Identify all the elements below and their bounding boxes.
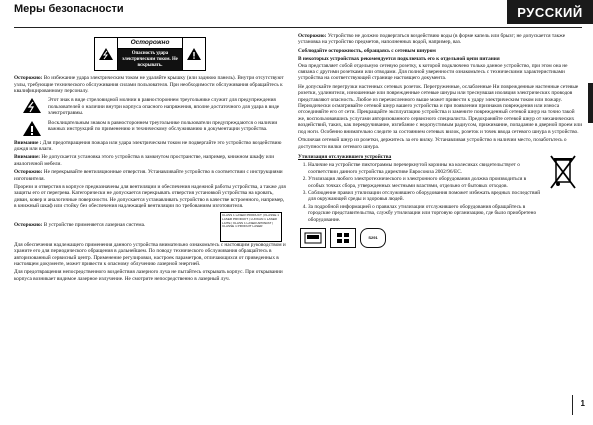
dedicated-circuit-heading: В некоторых устройствах рекомендуется подключать его к отдельной цепи питания (298, 56, 500, 63)
certification-mark (360, 228, 386, 248)
header-rule (14, 27, 582, 28)
outlet-overload-text: Не допускайте перегрузки настенных сетевых розеток. Перегруженные, ослабленные Ни поврежденные настенные сетевые розетки, удлинители, изношенные или поврежденные сетевые шнуры или треснувшая изоляция электрических проводов представляют опасность. Любое из перечисленного выше может привести к удару электрическим током или пожару. Периодически осматривайте сетевой шнур вашего устройства и при появлении признаков повреждения или износа отсоединяйте его от сети. Прекращайте эксплуатацию устройства и замените поврежденный сетевой шнур на точно такой же, воспользовавшись услугами авторизованного сервисного специалиста. Предохраняйте сетевой шнур от механических воздействий, таких, как перекручивание, изгибание с недопустимым радиусом, прижимание, попадание в дверной проем или под ноги. Особенно внимательно следите за состоянием сетевых вилок, розеток и точек ввода сетевого шнура в устройство. (298, 83, 583, 135)
disposal-title: Утилизация отслужившего устройства (298, 153, 392, 160)
crossed-wheelie-bin-icon (548, 154, 578, 190)
laser-section (14, 212, 286, 242)
lightning-triangle-icon (22, 97, 42, 114)
list-item: 1. Наличие на устройстве пиктограммы перечеркнутой корзины на колесиках свидетельствует о соответствии данного устройства директиве Евросоюза 2002/96/ЕС. (308, 162, 543, 175)
caution-label: Осторожно: (14, 75, 43, 82)
lightning-symbol-note (22, 97, 286, 116)
disposal-list (298, 162, 543, 223)
laser-paragraph-1: Для обеспечения надлежащего применения данного устройства внимательно ознакомьтесь с настоящим руководством и храните его для периодического обращения в дальнейшем. По поводу технического обслуживания обращайтесь в авторизованный сервисный центр. Применение регулировки, настроек параметров, отличающихся от приведенных в настоящем документе, может привести к опасному облучению лазерной энергией. (14, 241, 286, 267)
laser-paragraph-2: Для предотвращения непосредственного воздействия лазерного луча не пытайтесь открывать корпус. При открывании корпуса возникает видимое лазерное излучение. Не смотрите непосредственно в лазерный луч. (14, 269, 283, 282)
warning-box-text: Опасность удара электрическим током. Не вскрывать. (118, 49, 182, 70)
exclamation-triangle-icon (22, 120, 42, 137)
water-caution-text: Устройство не должно подвергаться воздействию воды (в форме капель или брызг; не допускается также установка на устройство предметов, наполненных водой, например, ваз. (298, 33, 566, 46)
exclamation-triangle-icon (183, 38, 205, 70)
power-cord-heading: Соблюдайте осторожность, обращаясь с сетевым шнуром (298, 47, 436, 54)
water-caution (298, 33, 583, 46)
attention-text: Не допускается установка этого устройства в замкнутом пространстве, например, книжном шкафу или аналогичной мебели. (14, 154, 275, 167)
warning-box-title: Осторожно (118, 38, 182, 49)
language-tab: РУССКИЙ (507, 0, 593, 24)
right-column (298, 33, 583, 248)
page-number: 1 (580, 399, 585, 408)
ventilation-paragraph: Прорези и отверстия в корпусе предназначены для вентиляции и обеспечения надежной работы устройства, а также для защиты его от перегрева. Категорически не допускается перекрывать отверстия установкой устройства на кровать, диван, ковер и аналогичные поверхности. Не допускается устанавливать устройство в качестве встроенного, например, в книжный шкаф или стойку без обеспечения надлежащей вентиляции по требованиям изготовителя. (14, 184, 286, 210)
side-tab-marker (588, 83, 593, 123)
exclamation-symbol-note (22, 120, 286, 137)
warning-box (94, 37, 206, 71)
certification-code: S291 (368, 234, 378, 240)
exclamation-symbol-text: Восклицательным знаком в равностороннем треугольнике пользователи предупреждаются о наличии важных инструкций по применению и техническому обслуживанию в документации устройства. (48, 119, 278, 133)
list-item: 2. Утилизация любого электротехнического и электронного оборудования должна производиться в особых точках сбора, утвержденных местными властями, отдельно от бытовых отходов. (308, 176, 543, 189)
laser-caution (14, 222, 214, 228)
laser-class-sticker: CLASS 1 LASER PRODUCT | KLASSE 1 LASER PRODUKT | LUOKAN 1 LASER LAITE | KLASS 1 LASER APPARAT | CLASSE 1 PRODUIT LASER (220, 212, 282, 242)
attention-label: Внимание : (14, 139, 42, 146)
attention-paragraph-2 (14, 154, 286, 167)
caution-label: Осторожно: (298, 33, 327, 39)
list-item: 4. За подробной информацией о правилах утилизации отслужившего оборудования обращайтесь в городские представительства, службу утилизации или торговую организацию, где было приобретено оборудование. (308, 204, 543, 223)
caution-text: Во избежание удара электрическим током не удаляйте крышку (или заднюю панель). Внутри отсутствуют узлы, требующие технического обслуживания силами пользователя. При необходимости обслуживания обращайтесь к квалифицированному персоналу. (14, 75, 284, 94)
list-item: 3. Соблюдение правил утилизации отслужившего оборудования поможет избежать вредных последствий для окружающей среды и здоровья людей. (308, 190, 543, 203)
page-number-divider (572, 395, 573, 415)
left-column (14, 33, 286, 284)
disposal-section (298, 154, 583, 224)
lightning-symbol-text: Этот знак в виде стреловидной молнии в равностороннем треугольнике служит для предупреждения пользователей о наличии внутри корпуса опасного напряжения, вполне достаточного для удара в виде электротравмы. (48, 97, 280, 117)
attention-paragraph-1 (14, 140, 286, 153)
laser-caution-text: В устройстве применяется лазерная система. (42, 221, 146, 228)
page-title: Меры безопасности (14, 3, 124, 15)
caution-label: Осторожно: (14, 169, 43, 176)
caution-paragraph-2 (14, 169, 286, 182)
windows-logo-icon (330, 228, 356, 248)
attention-label: Внимание: (14, 154, 41, 161)
crossed-bin-column (543, 154, 583, 224)
caution-paragraph-1 (14, 75, 286, 94)
attention-text: Для предотвращения пожара или удара электрическим током не подвергайте это устройство воздействию дождя или влаги. (14, 139, 282, 153)
certification-logos (300, 228, 583, 248)
dedicated-circuit-text: Она представляет собой отдельную сетевую розетку, к которой подключено только данное устройство, при этом она не связана с другими розетками или отводами. Для полной уверенности ознакомьтесь с техническими характеристиками устройства на соответствующей странице настоящего документа. (298, 62, 568, 82)
caution-text: Не перекрывайте вентиляционные отверстия. Устанавливайте устройство в соответствии с инструкциями изготовителя. (14, 169, 283, 182)
lightning-triangle-icon (95, 38, 117, 70)
device-logo-icon (300, 228, 326, 248)
caution-label: Осторожно: (14, 221, 43, 228)
unplug-text: Отключая сетевой шнур из розетки, держитесь за его вилку. Устанавливая устройство в наличии место, позаботьтесь о доступности вилки сетевого шнура. (298, 137, 567, 150)
